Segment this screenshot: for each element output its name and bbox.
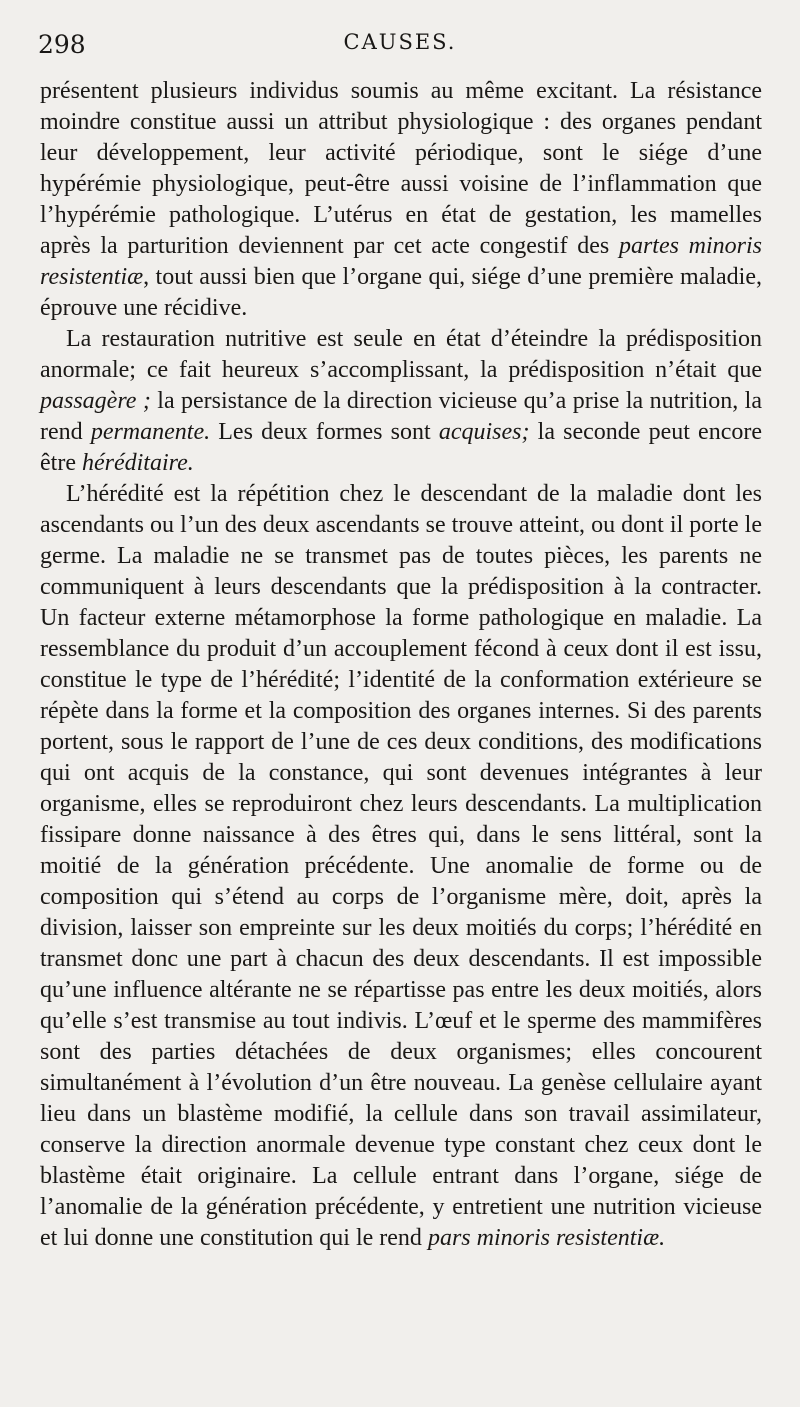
italic-phrase: héréditaire.: [81, 450, 194, 476]
text-run: La restauration nutritive est seule en état d’éteindre la prédisposition anormale; ce fait heureux s’accomplissant, la prédisposition n’était que: [40, 326, 762, 383]
italic-phrase: permanente.: [90, 419, 211, 445]
text-run: la persistance de la direction vicieuse qu’a prise la nutrition, la rend: [40, 388, 762, 445]
text-run: L’hérédité est la répétition chez le descendant de la maladie dont les ascendants ou l’un des deux ascendants se trouve atteint, ou dont il porte le germe. La maladie ne se transmet pas de toutes pièces, les parents ne communiquent à leurs descendants que la prédisposition à la contracter. Un facteur externe métamorphose la forme pathologique en maladie. La ressemblance du produit d’un accouplement fécond à ceux dont il est issu, constitue le type de l’hérédité; l’identité de la conformation extérieure se répète dans la forme et la composition des organes internes. Si des parents portent, sous le rapport de l’une de ces deux conditions, des modifications qui ont acquis de la constance, qui sont devenues intégrantes à leur organisme, elles se reproduiront chez leurs descendants. La multiplication fissipare donne naissance à des êtres qui, dans le sens littéral, sont la moitié de la génération précédente. Une anomalie de forme ou de composition qui s’étend au corps de l’organisme mère, doit, après la division, laisser son empreinte sur les deux moitiés du corps; l’hérédité en transmet donc une part à chacun des deux descendants. Il est impossible qu’une influence altérante ne se répartisse pas entre les deux moitiés, alors qu’elle s’est transmise au tout indivis. L’œuf et le sperme des mammifères sont des parties détachées de deux organismes; elles concourent simultanément à l’évolution d’un être nouveau. La genèse cellulaire ayant lieu dans un blastème modifié, la cellule dans son travail assimilateur, conserve la direction anormale devenue type constant chez ceux dont le blastème était originaire. La cellule entrant dans l’organe, siége de l’anomalie de la génération précédente, y entretient une nutrition vicieuse et lui donne une constitution qui le rend: [40, 481, 762, 1251]
paragraph: [40, 324, 762, 479]
italic-phrase: partes minoris resistentiæ: [40, 233, 762, 290]
body-text: [40, 76, 762, 1254]
page-header: [38, 30, 762, 64]
text-run: la seconde peut encore être: [40, 419, 762, 476]
italic-phrase: acquises;: [438, 419, 530, 445]
page-number: 298: [38, 30, 86, 59]
text-run: Les deux formes sont: [210, 419, 439, 445]
paragraph: [40, 479, 762, 1254]
text-run: , tout aussi bien que l’organe qui, siége d’une première maladie, éprouve une récidive.: [40, 264, 762, 321]
text-run: présentent plusieurs individus soumis au même excitant. La résistance moindre constitue aussi un attribut physiologique : des organes pendant leur développement, leur activité périodique, sont le siége d’une hypérémie physiologique, peut-être aussi voisine de l’inflammation que l’hypérémie pathologique. L’utérus en état de gestation, les mamelles après la parturition deviennent par cet acte congestif des: [40, 78, 762, 259]
italic-phrase: pars minoris resistentiæ.: [427, 1225, 666, 1251]
italic-phrase: passagère ;: [40, 388, 151, 414]
running-head: CAUSES.: [343, 30, 457, 54]
paragraph: [40, 76, 762, 324]
